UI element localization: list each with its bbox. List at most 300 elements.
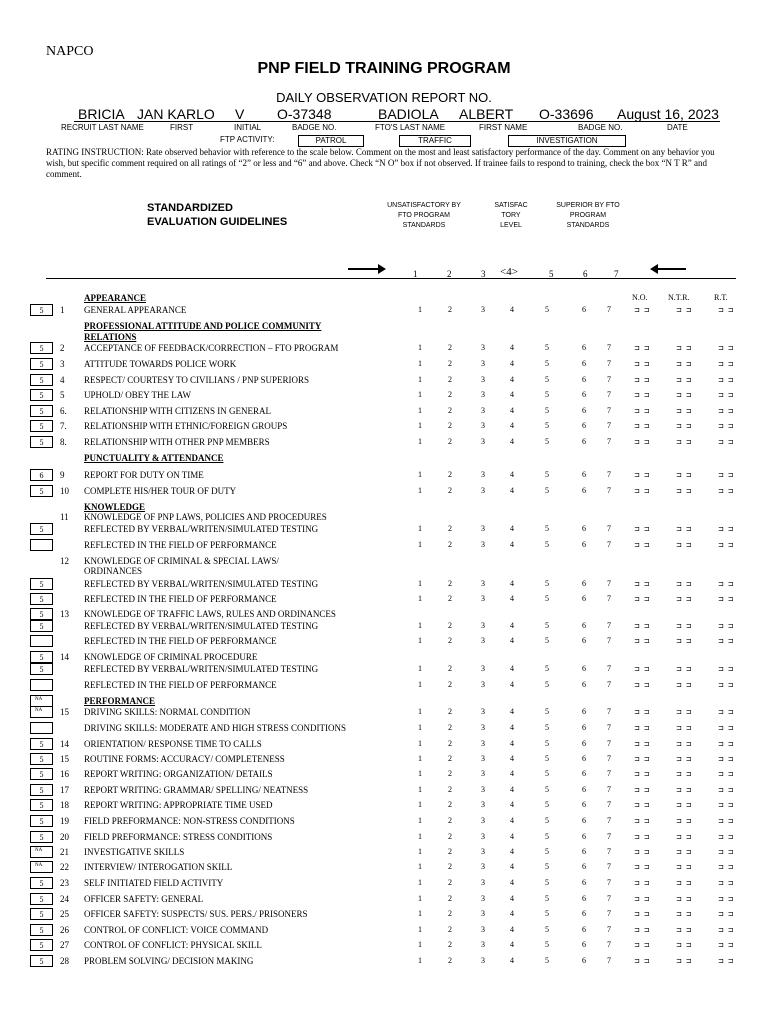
rating-option[interactable]: 6	[582, 375, 586, 384]
rating-option[interactable]: 6	[582, 305, 586, 314]
ntr-checkbox[interactable]: ⊐ ⊐	[676, 345, 693, 352]
not-observed-checkbox[interactable]: ⊐ ⊐	[634, 787, 651, 794]
rating-option[interactable]: 1	[418, 785, 422, 794]
rating-option[interactable]: 3	[481, 359, 485, 368]
not-observed-checkbox[interactable]: ⊐ ⊐	[634, 818, 651, 825]
score-box[interactable]: 5	[30, 358, 53, 370]
rating-option[interactable]: 6	[582, 847, 586, 856]
rating-option[interactable]: 7	[607, 621, 611, 630]
not-observed-checkbox[interactable]: ⊐ ⊐	[634, 849, 651, 856]
rating-option[interactable]: 2	[448, 540, 452, 549]
rt-checkbox[interactable]: ⊐ ⊐	[718, 345, 735, 352]
rating-option[interactable]: 7	[607, 707, 611, 716]
rating-option[interactable]: 6	[582, 878, 586, 887]
rt-checkbox[interactable]: ⊐ ⊐	[718, 864, 735, 871]
rt-checkbox[interactable]: ⊐ ⊐	[718, 958, 735, 965]
not-observed-checkbox[interactable]: ⊐ ⊐	[634, 741, 651, 748]
rating-option[interactable]: 3	[481, 894, 485, 903]
rating-option[interactable]: 6	[582, 579, 586, 588]
rating-option[interactable]: 6	[582, 940, 586, 949]
rt-checkbox[interactable]: ⊐ ⊐	[718, 596, 735, 603]
rating-option[interactable]: 4	[510, 723, 514, 732]
rating-option[interactable]: 4	[510, 707, 514, 716]
rating-option[interactable]: 4	[510, 486, 514, 495]
rating-option[interactable]: 6	[582, 925, 586, 934]
rating-option[interactable]: 1	[418, 579, 422, 588]
not-observed-checkbox[interactable]: ⊐ ⊐	[634, 408, 651, 415]
rating-option[interactable]: 1	[418, 940, 422, 949]
rating-option[interactable]: 3	[481, 621, 485, 630]
rating-option[interactable]: 1	[418, 621, 422, 630]
rt-checkbox[interactable]: ⊐ ⊐	[718, 787, 735, 794]
rating-option[interactable]: 1	[418, 707, 422, 716]
rating-option[interactable]: 4	[510, 421, 514, 430]
rating-option[interactable]: 7	[607, 636, 611, 645]
rating-option[interactable]: 4	[510, 956, 514, 965]
ntr-checkbox[interactable]: ⊐ ⊐	[676, 666, 693, 673]
score-box[interactable]: 5	[30, 485, 53, 497]
rating-option[interactable]: 2	[448, 878, 452, 887]
rating-option[interactable]: 3	[481, 664, 485, 673]
not-observed-checkbox[interactable]: ⊐ ⊐	[634, 942, 651, 949]
rt-checkbox[interactable]: ⊐ ⊐	[718, 408, 735, 415]
rating-option[interactable]: 4	[510, 816, 514, 825]
not-observed-checkbox[interactable]: ⊐ ⊐	[634, 802, 651, 809]
not-observed-checkbox[interactable]: ⊐ ⊐	[634, 392, 651, 399]
rating-option[interactable]: 5	[545, 524, 549, 533]
rating-option[interactable]: 2	[448, 909, 452, 918]
ntr-checkbox[interactable]: ⊐ ⊐	[676, 307, 693, 314]
rt-checkbox[interactable]: ⊐ ⊐	[718, 741, 735, 748]
rating-option[interactable]: 4	[510, 909, 514, 918]
rating-option[interactable]: 7	[607, 437, 611, 446]
rating-option[interactable]: 3	[481, 739, 485, 748]
ntr-checkbox[interactable]: ⊐ ⊐	[676, 361, 693, 368]
rt-checkbox[interactable]: ⊐ ⊐	[718, 818, 735, 825]
rating-option[interactable]: 5	[545, 579, 549, 588]
ntr-checkbox[interactable]: ⊐ ⊐	[676, 911, 693, 918]
rating-option[interactable]: 7	[607, 406, 611, 415]
score-box[interactable]: 5	[30, 389, 53, 401]
rating-option[interactable]: 1	[418, 909, 422, 918]
rating-option[interactable]: 4	[510, 579, 514, 588]
ntr-checkbox[interactable]: ⊐ ⊐	[676, 818, 693, 825]
rating-option[interactable]: 3	[481, 940, 485, 949]
not-observed-checkbox[interactable]: ⊐ ⊐	[634, 666, 651, 673]
ntr-checkbox[interactable]: ⊐ ⊐	[676, 526, 693, 533]
rating-option[interactable]: 5	[545, 862, 549, 871]
rating-option[interactable]: 4	[510, 925, 514, 934]
rating-option[interactable]: 7	[607, 909, 611, 918]
score-box[interactable]: 5	[30, 908, 53, 920]
rating-option[interactable]: 3	[481, 862, 485, 871]
rating-option[interactable]: 3	[481, 816, 485, 825]
score-box[interactable]: 5	[30, 374, 53, 386]
rating-option[interactable]: 5	[545, 636, 549, 645]
rating-option[interactable]: 7	[607, 816, 611, 825]
not-observed-checkbox[interactable]: ⊐ ⊐	[634, 345, 651, 352]
rating-option[interactable]: 2	[448, 524, 452, 533]
rating-option[interactable]: 4	[510, 800, 514, 809]
rating-option[interactable]: 7	[607, 956, 611, 965]
rating-option[interactable]: 3	[481, 579, 485, 588]
ntr-checkbox[interactable]: ⊐ ⊐	[676, 623, 693, 630]
rating-option[interactable]: 4	[510, 739, 514, 748]
not-observed-checkbox[interactable]: ⊐ ⊐	[634, 596, 651, 603]
ntr-checkbox[interactable]: ⊐ ⊐	[676, 942, 693, 949]
rating-option[interactable]: 6	[582, 956, 586, 965]
rating-option[interactable]: 4	[510, 847, 514, 856]
rating-option[interactable]: 1	[418, 375, 422, 384]
rating-option[interactable]: 7	[607, 862, 611, 871]
rating-option[interactable]: 6	[582, 390, 586, 399]
rating-option[interactable]: 3	[481, 909, 485, 918]
rating-option[interactable]: 7	[607, 723, 611, 732]
score-box[interactable]: 5	[30, 753, 53, 765]
rating-option[interactable]: 1	[418, 878, 422, 887]
score-box[interactable]: 5	[30, 436, 53, 448]
score-box[interactable]: 5	[30, 893, 53, 905]
rating-option[interactable]: 7	[607, 664, 611, 673]
score-box[interactable]: NA	[30, 861, 53, 873]
ntr-checkbox[interactable]: ⊐ ⊐	[676, 596, 693, 603]
rating-option[interactable]: 3	[481, 956, 485, 965]
ntr-checkbox[interactable]: ⊐ ⊐	[676, 864, 693, 871]
rating-option[interactable]: 7	[607, 878, 611, 887]
rating-option[interactable]: 7	[607, 940, 611, 949]
rating-option[interactable]: 7	[607, 769, 611, 778]
ntr-checkbox[interactable]: ⊐ ⊐	[676, 771, 693, 778]
rating-option[interactable]: 1	[418, 343, 422, 352]
rating-option[interactable]: 6	[582, 594, 586, 603]
rating-option[interactable]: 6	[582, 406, 586, 415]
rating-option[interactable]: 6	[582, 909, 586, 918]
rating-option[interactable]: 4	[510, 680, 514, 689]
score-box[interactable]: 5	[30, 304, 53, 316]
rt-checkbox[interactable]: ⊐ ⊐	[718, 880, 735, 887]
not-observed-checkbox[interactable]: ⊐ ⊐	[634, 864, 651, 871]
rating-option[interactable]: 7	[607, 739, 611, 748]
rating-option[interactable]: 3	[481, 925, 485, 934]
rating-option[interactable]: 4	[510, 664, 514, 673]
ntr-checkbox[interactable]: ⊐ ⊐	[676, 542, 693, 549]
rt-checkbox[interactable]: ⊐ ⊐	[718, 927, 735, 934]
rating-option[interactable]: 4	[510, 343, 514, 352]
rating-option[interactable]: 5	[545, 594, 549, 603]
rating-option[interactable]: 6	[582, 524, 586, 533]
rating-option[interactable]: 7	[607, 524, 611, 533]
score-box[interactable]: 5	[30, 523, 53, 535]
rt-checkbox[interactable]: ⊐ ⊐	[718, 709, 735, 716]
rating-option[interactable]: 3	[481, 437, 485, 446]
ntr-checkbox[interactable]: ⊐ ⊐	[676, 709, 693, 716]
rating-option[interactable]: 3	[481, 878, 485, 887]
rating-option[interactable]: 4	[510, 769, 514, 778]
rating-option[interactable]: 7	[607, 847, 611, 856]
rating-option[interactable]: 5	[545, 540, 549, 549]
rating-option[interactable]: 1	[418, 847, 422, 856]
rating-option[interactable]: 6	[582, 343, 586, 352]
rating-option[interactable]: 3	[481, 540, 485, 549]
rating-option[interactable]: 4	[510, 359, 514, 368]
score-box[interactable]: 5	[30, 593, 53, 605]
rating-option[interactable]: 2	[448, 437, 452, 446]
rating-option[interactable]: 7	[607, 754, 611, 763]
not-observed-checkbox[interactable]: ⊐ ⊐	[634, 542, 651, 549]
rating-option[interactable]: 4	[510, 636, 514, 645]
rating-option[interactable]: 1	[418, 894, 422, 903]
ntr-checkbox[interactable]: ⊐ ⊐	[676, 896, 693, 903]
rating-option[interactable]: 3	[481, 800, 485, 809]
rating-option[interactable]: 3	[481, 421, 485, 430]
rating-option[interactable]: 3	[481, 847, 485, 856]
rating-option[interactable]: 7	[607, 925, 611, 934]
rating-option[interactable]: 2	[448, 769, 452, 778]
rating-option[interactable]: 1	[418, 723, 422, 732]
rating-option[interactable]: 4	[510, 437, 514, 446]
rating-option[interactable]: 1	[418, 359, 422, 368]
rating-option[interactable]: 3	[481, 390, 485, 399]
rating-option[interactable]: 2	[448, 421, 452, 430]
rating-option[interactable]: 4	[510, 878, 514, 887]
score-box[interactable]: 5	[30, 342, 53, 354]
rating-option[interactable]: 2	[448, 305, 452, 314]
rating-option[interactable]: 2	[448, 594, 452, 603]
rating-option[interactable]: 3	[481, 769, 485, 778]
ntr-checkbox[interactable]: ⊐ ⊐	[676, 439, 693, 446]
rating-option[interactable]: 5	[545, 816, 549, 825]
rating-option[interactable]: 1	[418, 437, 422, 446]
rt-checkbox[interactable]: ⊐ ⊐	[718, 849, 735, 856]
rating-option[interactable]: 2	[448, 406, 452, 415]
rating-option[interactable]: 4	[510, 470, 514, 479]
rt-checkbox[interactable]: ⊐ ⊐	[718, 488, 735, 495]
rt-checkbox[interactable]: ⊐ ⊐	[718, 377, 735, 384]
ntr-checkbox[interactable]: ⊐ ⊐	[676, 756, 693, 763]
ntr-checkbox[interactable]: ⊐ ⊐	[676, 834, 693, 841]
score-box[interactable]: NA	[30, 695, 53, 707]
rating-option[interactable]: 4	[510, 785, 514, 794]
rating-option[interactable]: 5	[545, 664, 549, 673]
score-box[interactable]: NA	[30, 846, 53, 858]
rating-option[interactable]: 6	[582, 680, 586, 689]
not-observed-checkbox[interactable]: ⊐ ⊐	[634, 488, 651, 495]
rating-option[interactable]: 5	[545, 437, 549, 446]
rating-option[interactable]: 3	[481, 470, 485, 479]
rating-option[interactable]: 2	[448, 847, 452, 856]
not-observed-checkbox[interactable]: ⊐ ⊐	[634, 623, 651, 630]
rating-option[interactable]: 1	[418, 540, 422, 549]
rating-option[interactable]: 2	[448, 636, 452, 645]
rating-option[interactable]: 5	[545, 470, 549, 479]
rating-option[interactable]: 3	[481, 486, 485, 495]
score-box[interactable]: 5	[30, 420, 53, 432]
rating-option[interactable]: 2	[448, 723, 452, 732]
rating-option[interactable]: 6	[582, 621, 586, 630]
rating-option[interactable]: 2	[448, 390, 452, 399]
rating-option[interactable]: 5	[545, 390, 549, 399]
rating-option[interactable]: 1	[418, 664, 422, 673]
rating-option[interactable]: 7	[607, 800, 611, 809]
rating-option[interactable]: 5	[545, 406, 549, 415]
rating-option[interactable]: 2	[448, 359, 452, 368]
rating-option[interactable]: 3	[481, 723, 485, 732]
rating-option[interactable]: 3	[481, 785, 485, 794]
score-box[interactable]: 5	[30, 815, 53, 827]
rating-option[interactable]: 5	[545, 925, 549, 934]
rating-option[interactable]: 4	[510, 754, 514, 763]
rating-option[interactable]: 3	[481, 707, 485, 716]
not-observed-checkbox[interactable]: ⊐ ⊐	[634, 880, 651, 887]
not-observed-checkbox[interactable]: ⊐ ⊐	[634, 725, 651, 732]
score-box[interactable]	[30, 635, 53, 647]
rt-checkbox[interactable]: ⊐ ⊐	[718, 756, 735, 763]
rating-option[interactable]: 5	[545, 359, 549, 368]
rating-option[interactable]: 2	[448, 832, 452, 841]
rt-checkbox[interactable]: ⊐ ⊐	[718, 911, 735, 918]
rating-option[interactable]: 4	[510, 621, 514, 630]
rt-checkbox[interactable]: ⊐ ⊐	[718, 623, 735, 630]
rt-checkbox[interactable]: ⊐ ⊐	[718, 802, 735, 809]
rating-option[interactable]: 7	[607, 390, 611, 399]
rating-option[interactable]: 4	[510, 406, 514, 415]
rating-option[interactable]: 4	[510, 862, 514, 871]
not-observed-checkbox[interactable]: ⊐ ⊐	[634, 911, 651, 918]
not-observed-checkbox[interactable]: ⊐ ⊐	[634, 581, 651, 588]
rt-checkbox[interactable]: ⊐ ⊐	[718, 472, 735, 479]
not-observed-checkbox[interactable]: ⊐ ⊐	[634, 958, 651, 965]
rating-option[interactable]: 1	[418, 862, 422, 871]
ntr-checkbox[interactable]: ⊐ ⊐	[676, 682, 693, 689]
score-box[interactable]: 5	[30, 738, 53, 750]
ntr-checkbox[interactable]: ⊐ ⊐	[676, 472, 693, 479]
score-box[interactable]: 5	[30, 877, 53, 889]
rating-option[interactable]: 3	[481, 832, 485, 841]
score-box[interactable]: 5	[30, 955, 53, 967]
rating-option[interactable]: 3	[481, 406, 485, 415]
ntr-checkbox[interactable]: ⊐ ⊐	[676, 849, 693, 856]
score-box[interactable]: NA	[30, 706, 53, 718]
rating-option[interactable]: 6	[582, 636, 586, 645]
rt-checkbox[interactable]: ⊐ ⊐	[718, 834, 735, 841]
rt-checkbox[interactable]: ⊐ ⊐	[718, 942, 735, 949]
score-box[interactable]: 5	[30, 939, 53, 951]
rating-option[interactable]: 2	[448, 925, 452, 934]
rating-option[interactable]: 3	[481, 343, 485, 352]
rating-option[interactable]: 1	[418, 832, 422, 841]
score-box[interactable]: 6	[30, 469, 53, 481]
rating-option[interactable]: 4	[510, 594, 514, 603]
rt-checkbox[interactable]: ⊐ ⊐	[718, 896, 735, 903]
rating-option[interactable]: 7	[607, 421, 611, 430]
rating-option[interactable]: 7	[607, 486, 611, 495]
rating-option[interactable]: 3	[481, 636, 485, 645]
rating-option[interactable]: 7	[607, 832, 611, 841]
rt-checkbox[interactable]: ⊐ ⊐	[718, 725, 735, 732]
rating-option[interactable]: 1	[418, 390, 422, 399]
ntr-checkbox[interactable]: ⊐ ⊐	[676, 802, 693, 809]
rating-option[interactable]: 5	[545, 421, 549, 430]
ntr-checkbox[interactable]: ⊐ ⊐	[676, 741, 693, 748]
ntr-checkbox[interactable]: ⊐ ⊐	[676, 488, 693, 495]
not-observed-checkbox[interactable]: ⊐ ⊐	[634, 756, 651, 763]
rating-option[interactable]: 5	[545, 723, 549, 732]
rating-option[interactable]: 1	[418, 754, 422, 763]
rating-option[interactable]: 2	[448, 894, 452, 903]
ntr-checkbox[interactable]: ⊐ ⊐	[676, 423, 693, 430]
rating-option[interactable]: 1	[418, 769, 422, 778]
rating-option[interactable]: 1	[418, 800, 422, 809]
rating-option[interactable]: 7	[607, 594, 611, 603]
rt-checkbox[interactable]: ⊐ ⊐	[718, 542, 735, 549]
not-observed-checkbox[interactable]: ⊐ ⊐	[634, 377, 651, 384]
rating-option[interactable]: 3	[481, 524, 485, 533]
rt-checkbox[interactable]: ⊐ ⊐	[718, 771, 735, 778]
rating-option[interactable]: 7	[607, 343, 611, 352]
rating-option[interactable]: 5	[545, 800, 549, 809]
rating-option[interactable]: 2	[448, 739, 452, 748]
ntr-checkbox[interactable]: ⊐ ⊐	[676, 787, 693, 794]
rating-option[interactable]: 2	[448, 343, 452, 352]
score-box[interactable]: 5	[30, 578, 53, 590]
rating-option[interactable]: 1	[418, 956, 422, 965]
not-observed-checkbox[interactable]: ⊐ ⊐	[634, 771, 651, 778]
not-observed-checkbox[interactable]: ⊐ ⊐	[634, 638, 651, 645]
not-observed-checkbox[interactable]: ⊐ ⊐	[634, 472, 651, 479]
rating-option[interactable]: 6	[582, 832, 586, 841]
rating-option[interactable]: 6	[582, 739, 586, 748]
rt-checkbox[interactable]: ⊐ ⊐	[718, 439, 735, 446]
ntr-checkbox[interactable]: ⊐ ⊐	[676, 377, 693, 384]
rating-option[interactable]: 1	[418, 406, 422, 415]
rating-option[interactable]: 5	[545, 305, 549, 314]
ntr-checkbox[interactable]: ⊐ ⊐	[676, 392, 693, 399]
rt-checkbox[interactable]: ⊐ ⊐	[718, 361, 735, 368]
rating-option[interactable]: 7	[607, 680, 611, 689]
rating-option[interactable]: 6	[582, 754, 586, 763]
not-observed-checkbox[interactable]: ⊐ ⊐	[634, 526, 651, 533]
rating-option[interactable]: 7	[607, 894, 611, 903]
ntr-checkbox[interactable]: ⊐ ⊐	[676, 408, 693, 415]
not-observed-checkbox[interactable]: ⊐ ⊐	[634, 896, 651, 903]
rating-option[interactable]: 2	[448, 862, 452, 871]
rating-option[interactable]: 4	[510, 375, 514, 384]
score-box[interactable]: 5	[30, 768, 53, 780]
ntr-checkbox[interactable]: ⊐ ⊐	[676, 638, 693, 645]
rating-option[interactable]: 1	[418, 305, 422, 314]
rt-checkbox[interactable]: ⊐ ⊐	[718, 423, 735, 430]
rating-option[interactable]: 7	[607, 359, 611, 368]
rating-option[interactable]: 3	[481, 375, 485, 384]
rating-option[interactable]: 6	[582, 816, 586, 825]
rating-option[interactable]: 2	[448, 956, 452, 965]
rating-option[interactable]: 6	[582, 707, 586, 716]
rating-option[interactable]: 6	[582, 769, 586, 778]
rating-option[interactable]: 2	[448, 579, 452, 588]
rating-option[interactable]: 3	[481, 680, 485, 689]
rating-option[interactable]: 6	[582, 437, 586, 446]
rating-option[interactable]: 1	[418, 594, 422, 603]
rating-option[interactable]: 5	[545, 940, 549, 949]
rt-checkbox[interactable]: ⊐ ⊐	[718, 638, 735, 645]
ntr-checkbox[interactable]: ⊐ ⊐	[676, 725, 693, 732]
rating-option[interactable]: 5	[545, 956, 549, 965]
rating-option[interactable]: 5	[545, 894, 549, 903]
not-observed-checkbox[interactable]: ⊐ ⊐	[634, 423, 651, 430]
rating-option[interactable]: 1	[418, 636, 422, 645]
rating-option[interactable]: 5	[545, 707, 549, 716]
rating-option[interactable]: 5	[545, 847, 549, 856]
